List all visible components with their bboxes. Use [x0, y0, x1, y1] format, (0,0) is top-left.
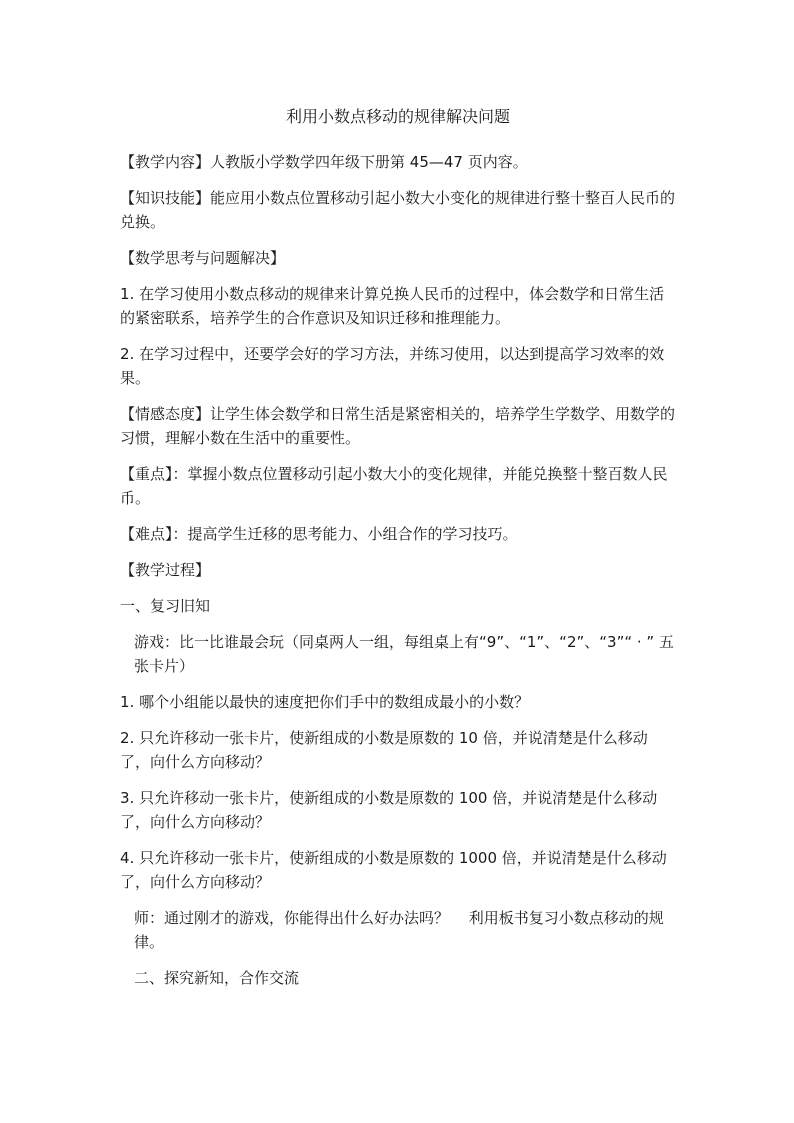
paragraph-game: 游戏：比一比谁最会玩（同桌两人一组，每组桌上有“9”、“1”、“2”、“3”“ · ” 五张卡片）: [134, 633, 674, 675]
paragraph-section-review: 一、复习旧知: [120, 597, 211, 615]
document-page: [120, 104, 676, 1002]
paragraph-teaching-content: 【教学内容】人教版小学数学四年级下册第 45—47 页内容。: [120, 153, 528, 171]
paragraph-math-thinking-heading: 【数学思考与问题解决】: [120, 249, 286, 267]
paragraph-key-point: 【重点】：掌握小数点位置移动引起小数大小的变化规律，并能兑换整十整百数人民币。: [120, 465, 668, 507]
paragraph-question-3: 3. 只允许移动一张卡片，使新组成的小数是原数的 100 倍，并说清楚是什么移动了，向什么方向移动？: [120, 789, 658, 831]
paragraph-question-1: 1. 哪个小组能以最快的速度把你们手中的数组成最小的小数？: [120, 693, 530, 711]
paragraph-teaching-process-heading: 【教学过程】: [120, 561, 211, 579]
paragraph-math-thinking-2: 2. 在学习过程中，还要学会好的学习方法，并练习使用，以达到提高学习效率的效果。: [120, 345, 665, 387]
paragraph-knowledge-skills: 【知识技能】能应用小数点位置移动引起小数大小变化的规律进行整十整百人民币的兑换。: [120, 189, 676, 231]
paragraph-question-2: 2. 只允许移动一张卡片，使新组成的小数是原数的 10 倍，并说清楚是什么移动了，向什么方向移动？: [120, 729, 648, 771]
document-title: 利用小数点移动的规律解决问题: [285, 107, 510, 126]
paragraph-math-thinking-1: 1. 在学习使用小数点移动的规律来计算兑换人民币的过程中，体会数学和日常生活的紧密联系，培养学生的合作意识及知识迁移和推理能力。: [120, 285, 665, 327]
paragraph-emotional-attitude: 【情感态度】让学生体会数学和日常生活是紧密相关的，培养学生学数学、用数学的习惯，理解小数在生活中的重要性。: [120, 405, 676, 447]
paragraph-difficult-point: 【难点】：提高学生迁移的思考能力、小组合作的学习技巧。: [120, 525, 518, 543]
paragraph-section-explore: 二、探究新知，合作交流: [134, 969, 300, 987]
paragraph-teacher: 师：通过刚才的游戏，你能得出什么好办法吗？ 利用板书复习小数点移动的规律。: [134, 909, 664, 951]
paragraph-question-4: 4. 只允许移动一张卡片，使新组成的小数是原数的 1000 倍，并说清楚是什么移动了，向什么方向移动？: [120, 849, 667, 891]
